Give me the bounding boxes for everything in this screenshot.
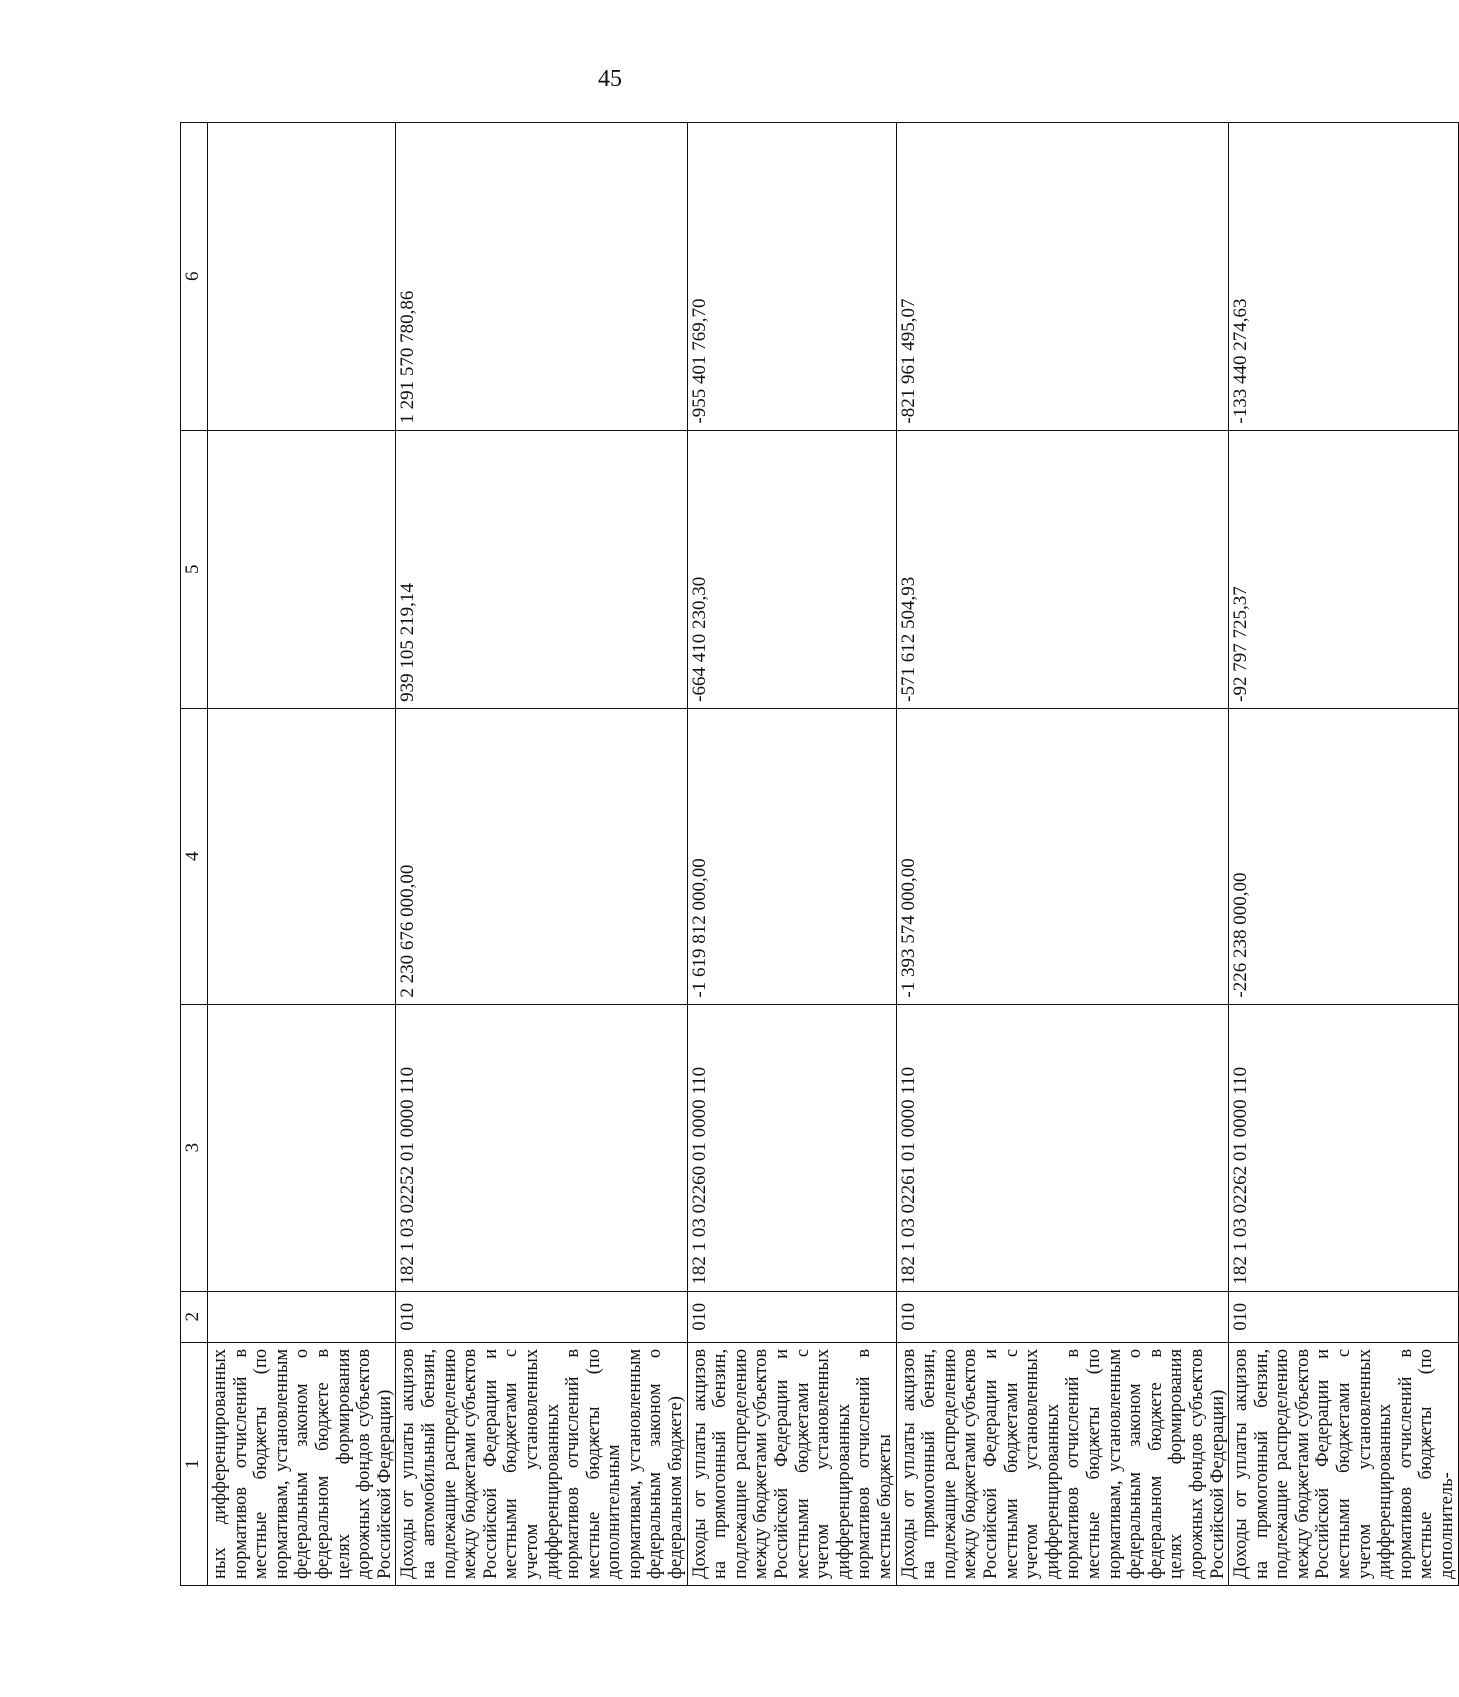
column-number-5: 5 bbox=[181, 430, 208, 708]
row-value-col5: -571 612 504,93 bbox=[896, 430, 1229, 708]
row-value-col6: -955 401 769,70 bbox=[687, 123, 896, 431]
column-number-row bbox=[181, 123, 208, 1586]
row-value-col6: -821 961 495,07 bbox=[896, 123, 1229, 431]
row-value-col5: -92 797 725,37 bbox=[1229, 430, 1459, 708]
row-value-col5: 939 105 219,14 bbox=[396, 430, 687, 708]
table-row bbox=[208, 123, 396, 1586]
row-value-col6 bbox=[208, 123, 396, 431]
column-number-1: 1 bbox=[181, 1342, 208, 1585]
row-description: Доходы от уплаты акцизов на прямогонный бензин, подлежащие распределению между бюджетами субъектов Российской Федерации и местными бюджетами с учетом установленных дифференцированных нормативов отчислений в местные бюджеты bbox=[687, 1342, 896, 1585]
row-value-col6: -133 440 274,63 bbox=[1229, 123, 1459, 431]
column-number-6: 6 bbox=[181, 123, 208, 431]
row-budget-code: 182 1 03 02260 01 0000 110 bbox=[687, 1004, 896, 1291]
row-admin-code: 010 bbox=[687, 1291, 896, 1342]
column-number-2: 2 bbox=[181, 1291, 208, 1342]
row-description: Доходы от уплаты акцизов на прямогонный бензин, подлежащие распределению между бюджетами субъектов Российской Федерации и местными бюджетами с учетом установленных дифференцированных нормативов отчислений в местные бюджеты (по дополнитель- bbox=[1229, 1342, 1459, 1585]
column-number-4: 4 bbox=[181, 708, 208, 1004]
row-value-col4: 2 230 676 000,00 bbox=[396, 708, 687, 1004]
rotated-table-container bbox=[180, 122, 1458, 1586]
row-budget-code: 182 1 03 02252 01 0000 110 bbox=[396, 1004, 687, 1291]
row-budget-code: 182 1 03 02261 01 0000 110 bbox=[896, 1004, 1229, 1291]
row-budget-code bbox=[208, 1004, 396, 1291]
row-budget-code: 182 1 03 02262 01 0000 110 bbox=[1229, 1004, 1459, 1291]
table-row bbox=[1229, 123, 1459, 1586]
revenue-table bbox=[180, 122, 1459, 1586]
row-value-col5: -664 410 230,30 bbox=[687, 430, 896, 708]
row-description: Доходы от уплаты акцизов на прямогонный бензин, подлежащие распределению между бюджетами субъектов Российской Федерации и местными бюджетами с учетом установленных дифференцированных нормативов отчислений в местные бюджеты (по нормативам, установленным федеральным законом о федеральном бюджете в целях формирования дорожных фондов субъектов Российской Федерации) bbox=[896, 1342, 1229, 1585]
row-value-col4: -1 619 812 000,00 bbox=[687, 708, 896, 1004]
table-row bbox=[896, 123, 1229, 1586]
row-admin-code: 010 bbox=[1229, 1291, 1459, 1342]
column-number-3: 3 bbox=[181, 1004, 208, 1291]
row-value-col4 bbox=[208, 708, 396, 1004]
row-value-col6: 1 291 570 780,86 bbox=[396, 123, 687, 431]
row-admin-code bbox=[208, 1291, 396, 1342]
row-value-col4: -226 238 000,00 bbox=[1229, 708, 1459, 1004]
row-value-col4: -1 393 574 000,00 bbox=[896, 708, 1229, 1004]
page-number: 45 bbox=[598, 66, 622, 92]
row-admin-code: 010 bbox=[896, 1291, 1229, 1342]
row-admin-code: 010 bbox=[396, 1291, 687, 1342]
table-row bbox=[396, 123, 687, 1586]
row-value-col5 bbox=[208, 430, 396, 708]
row-description: ных дифференцированных нормативов отчислений в местные бюджеты (по нормативам, установленным федеральным законом о федеральном бюджете в целях формирования дорожных фондов субъектов Российской Федерации) bbox=[208, 1342, 396, 1585]
table-row bbox=[687, 123, 896, 1586]
row-description: Доходы от уплаты акцизов на автомобильный бензин, подлежащие распределению между бюджетами субъектов Российской Федерации и местными бюджетами с учетом установленных дифференцированных нормативов отчислений в местные бюджеты (по дополнительным нормативам, установленным федеральным законом о федеральном бюджете) bbox=[396, 1342, 687, 1585]
